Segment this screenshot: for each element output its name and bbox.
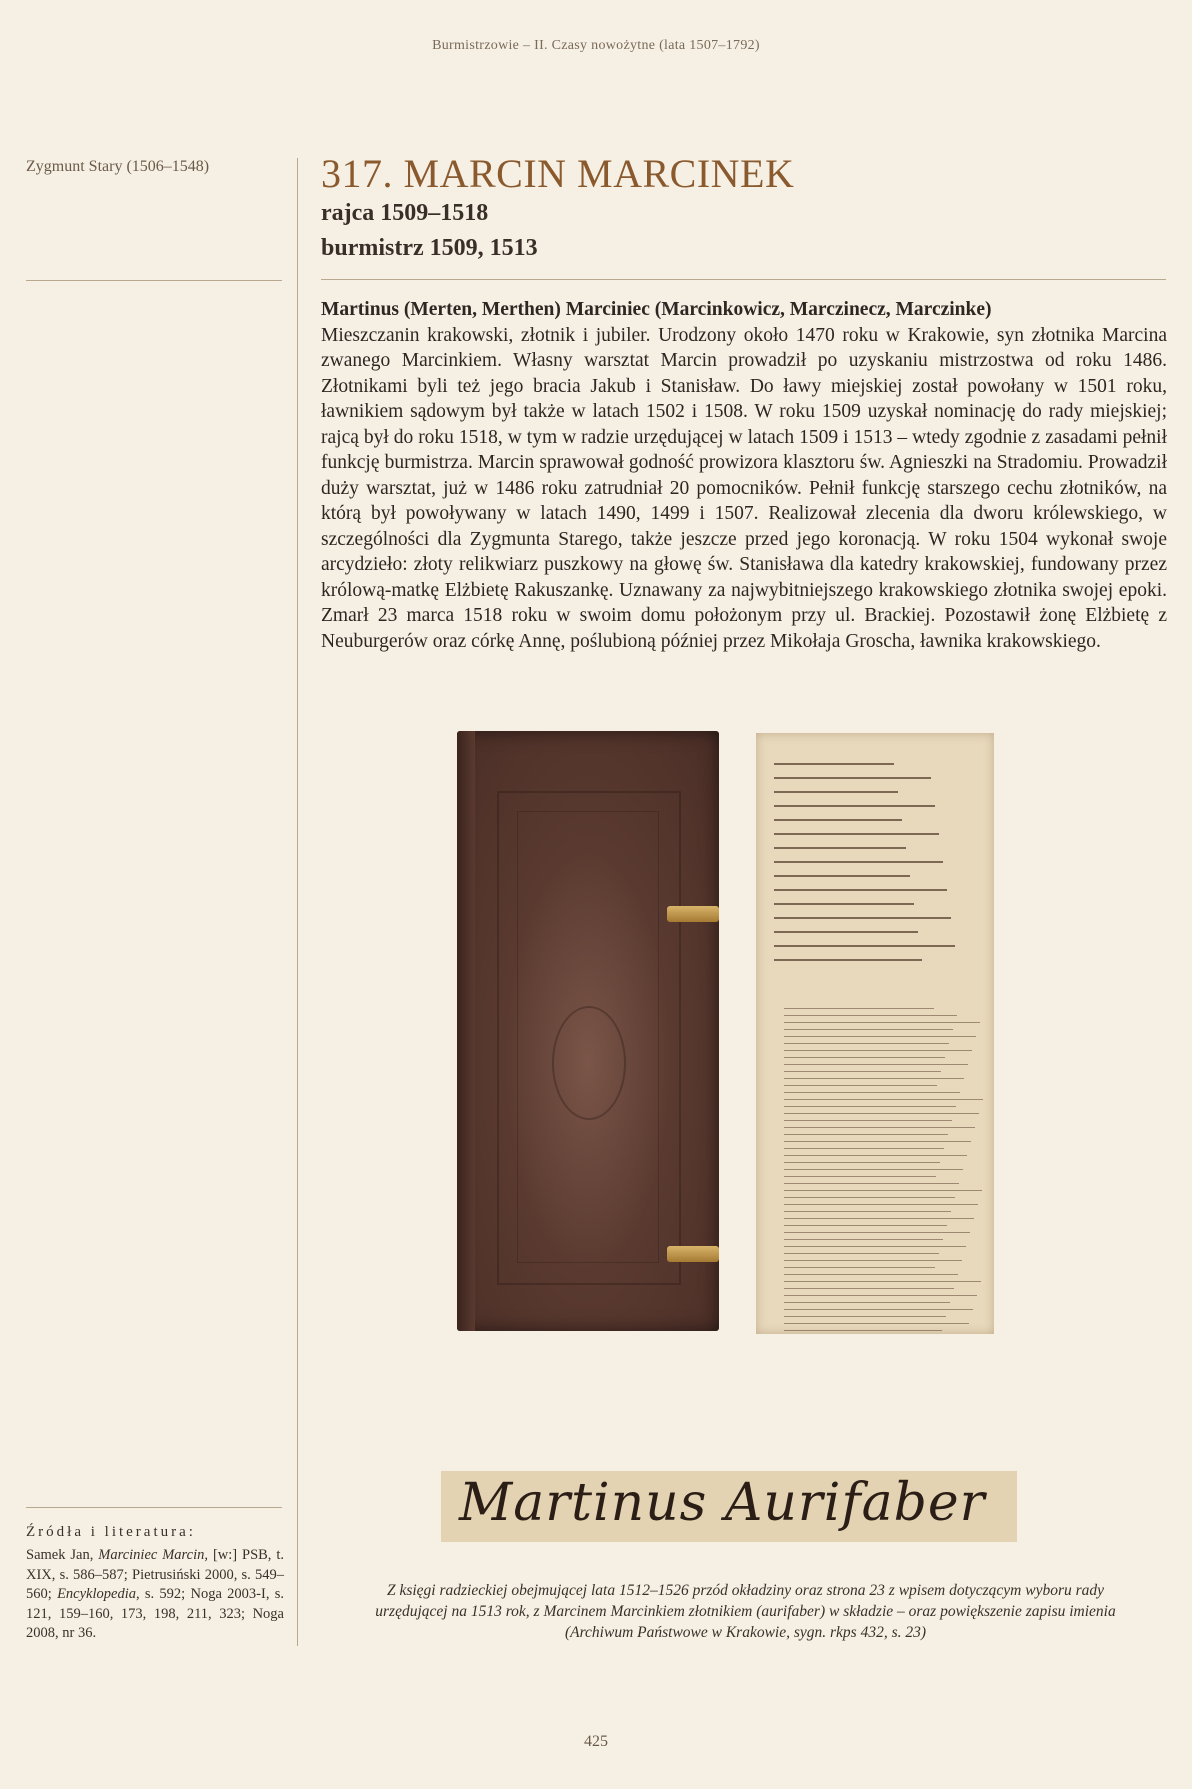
handwriting-line bbox=[784, 1127, 975, 1128]
cover-medallion bbox=[552, 1006, 626, 1120]
left-divider bbox=[26, 280, 282, 281]
handwriting-line bbox=[784, 1134, 948, 1135]
handwriting-line bbox=[784, 1253, 939, 1254]
handwriting-line bbox=[784, 1218, 974, 1219]
handwriting-line bbox=[774, 875, 910, 877]
figure-caption bbox=[333, 1580, 1158, 1643]
handwriting-line bbox=[784, 1302, 950, 1303]
manuscript-page-image bbox=[756, 733, 994, 1334]
handwriting-line bbox=[784, 1155, 967, 1156]
handwriting-line bbox=[784, 1267, 935, 1268]
running-head: Burmistrzowie – II. Czasy nowożytne (lata 1507–1792) bbox=[432, 38, 760, 53]
handwriting-line bbox=[784, 1029, 953, 1030]
handwriting-line bbox=[774, 917, 951, 919]
handwriting-line bbox=[784, 1197, 955, 1198]
handwriting-line bbox=[784, 1211, 951, 1212]
handwriting-line bbox=[784, 1183, 959, 1184]
reign-label: Zygmunt Stary (1506–1548) bbox=[26, 158, 210, 175]
handwriting-line bbox=[784, 1008, 934, 1009]
handwriting-line bbox=[774, 763, 894, 765]
page-number: 425 bbox=[584, 1733, 608, 1750]
sources-part-1-title: Marciniec Marcin, bbox=[98, 1547, 209, 1563]
handwriting-line bbox=[774, 903, 914, 905]
handwriting-line bbox=[784, 1099, 983, 1100]
handwriting-line bbox=[774, 847, 906, 849]
sources-part-2-title: Encyklopedia, bbox=[57, 1586, 140, 1602]
handwriting-line bbox=[784, 1141, 971, 1142]
handwriting-line bbox=[784, 1085, 937, 1086]
handwriting-line bbox=[784, 1246, 966, 1247]
handwriting-line bbox=[774, 931, 918, 933]
handwriting-line bbox=[784, 1204, 978, 1205]
handwriting-line bbox=[784, 1190, 982, 1191]
handwriting-line bbox=[784, 1288, 954, 1289]
book-spine bbox=[457, 731, 475, 1331]
handwriting-line bbox=[784, 1022, 980, 1023]
entry-title bbox=[321, 150, 794, 197]
handwriting-line bbox=[784, 1232, 970, 1233]
entry-name: MARCIN MARCINEK bbox=[403, 151, 795, 196]
handwriting-line bbox=[784, 1225, 947, 1226]
handwriting-line bbox=[774, 819, 902, 821]
handwriting-line bbox=[784, 1092, 960, 1093]
handwriting-line bbox=[774, 945, 955, 947]
handwriting-line bbox=[784, 1120, 952, 1121]
handwriting-line bbox=[784, 1071, 941, 1072]
handwriting-line bbox=[784, 1281, 981, 1282]
handwriting-line bbox=[784, 1106, 956, 1107]
handwriting-line bbox=[784, 1176, 936, 1177]
name-variants: Martinus (Merten, Merthen) Marciniec (Marcinkowicz, Marczinecz, Marczinke) bbox=[321, 299, 992, 320]
handwriting-line bbox=[784, 1260, 962, 1261]
handwriting-line bbox=[784, 1323, 969, 1324]
signature-script: Martinus Aurifaber bbox=[459, 1473, 986, 1533]
handwriting-line bbox=[784, 1330, 942, 1331]
handwriting-line bbox=[784, 1050, 972, 1051]
handwriting-line bbox=[774, 791, 898, 793]
sources-list bbox=[26, 1546, 284, 1644]
biography bbox=[321, 297, 1167, 654]
handwriting-line bbox=[774, 861, 943, 863]
sources-heading: Źródła i literatura: bbox=[26, 1524, 196, 1540]
office-councillor: rajca 1509–1518 bbox=[321, 200, 489, 226]
column-divider bbox=[297, 158, 298, 1646]
title-divider bbox=[321, 279, 1166, 280]
handwriting-line bbox=[784, 1295, 977, 1296]
handwriting-line bbox=[774, 959, 922, 961]
book-cover-image bbox=[457, 731, 719, 1331]
sources-part-3: s. 592; Noga 2003-I, s. 121, 159–160, 173, 198, 211, 323; Noga 2008, nr 36. bbox=[26, 1586, 284, 1641]
handwriting-line bbox=[784, 1064, 968, 1065]
handwriting-line bbox=[784, 1274, 958, 1275]
handwriting-line bbox=[784, 1148, 944, 1149]
handwriting-line bbox=[784, 1015, 957, 1016]
caption-line-2: urzędującej na 1513 rok, z Marcinem Marcinkiem złotnikiem (aurifaber) w składzie – oraz powiększenie zapisu imienia bbox=[375, 1603, 1116, 1620]
handwriting-line bbox=[774, 805, 935, 807]
clasp-top bbox=[667, 906, 719, 922]
handwriting-line bbox=[774, 833, 939, 835]
handwriting-line bbox=[784, 1169, 963, 1170]
signature-enlargement bbox=[441, 1471, 1017, 1542]
handwriting-line bbox=[784, 1309, 973, 1310]
caption-line-3: (Archiwum Państwowe w Krakowie, sygn. rkps 432, s. 23) bbox=[564, 1624, 927, 1641]
handwriting-line bbox=[774, 777, 931, 779]
caption-line-1: Z księgi radzieckiej obejmującej lata 1512–1526 przód okładziny oraz strona 23 z wpisem dotyczącym wyboru rady bbox=[386, 1582, 1105, 1599]
sources-part-2: [w:] PSB, t. XIX, s. 586–587; Pietrusiński 2000, s. 549–560; bbox=[26, 1547, 285, 1602]
sources-divider bbox=[26, 1507, 282, 1508]
handwriting-line bbox=[774, 889, 947, 891]
handwriting-line bbox=[784, 1043, 949, 1044]
handwriting-line bbox=[784, 1113, 979, 1114]
handwriting-line bbox=[784, 1162, 940, 1163]
sources-part-1: Samek Jan, bbox=[26, 1547, 94, 1563]
office-mayor: burmistrz 1509, 1513 bbox=[321, 235, 538, 261]
clasp-bottom bbox=[667, 1246, 719, 1262]
handwriting-line bbox=[784, 1239, 943, 1240]
entry-number: 317. bbox=[321, 151, 393, 196]
handwriting-line bbox=[784, 1057, 945, 1058]
biography-text: Mieszczanin krakowski, złotnik i jubiler. Urodzony około 1470 roku w Krakowie, syn złotnika Marcina zwanego Marcinkiem. Własny warsztat Marcin prowadził po uzyskaniu mistrzostwa od roku 1486. Złotnikami byli też jego bracia Jakub i Stanisław. Do ławy miejskiej został powołany w 1501 roku, ławnikiem sądowym był także w latach 1502 i 1508. W roku 1509 uzyskał nominację do rady miejskiej; rajcą był do roku 1518, w tym w radzie urzędującej w latach 1509 i 1513 – wtedy zgodnie z zasadami pełnił funkcję burmistrza. Marcin sprawował godność prowizora klasztoru św. Agnieszki na Stradomiu. Prowadził duży warsztat, już w 1486 roku zatrudniał 20 pomocników. Pełnił funkcję starszego cechu złotników, na którą był powoływany w latach 1490, 1499 i 1507. Realizował zlecenia dla dworu królewskiego, w szczególności dla Zygmunta Starego, także jeszcze przed jego koronacją. W roku 1504 wykonał swoje arcydzieło: złoty relikwiarz puszkowy na głowę św. Stanisława dla katedry krakowskiej, fundowany przez królową-matkę Elżbietę Rakuszankę. Uznawany za najwybitniejszego krakowskiego złotnika swojej epoki. Zmarł 23 marca 1518 roku w swoim domu położonym przy ul. Brackiej. Pozostawił żonę Elżbietę z Neuburgerów oraz córkę Annę, poślubioną później przez Mikołaja Groscha, ławnika krakowskiego. bbox=[321, 324, 1167, 652]
handwriting-line bbox=[784, 1078, 964, 1079]
handwriting-line bbox=[784, 1316, 946, 1317]
handwriting-line bbox=[784, 1036, 976, 1037]
